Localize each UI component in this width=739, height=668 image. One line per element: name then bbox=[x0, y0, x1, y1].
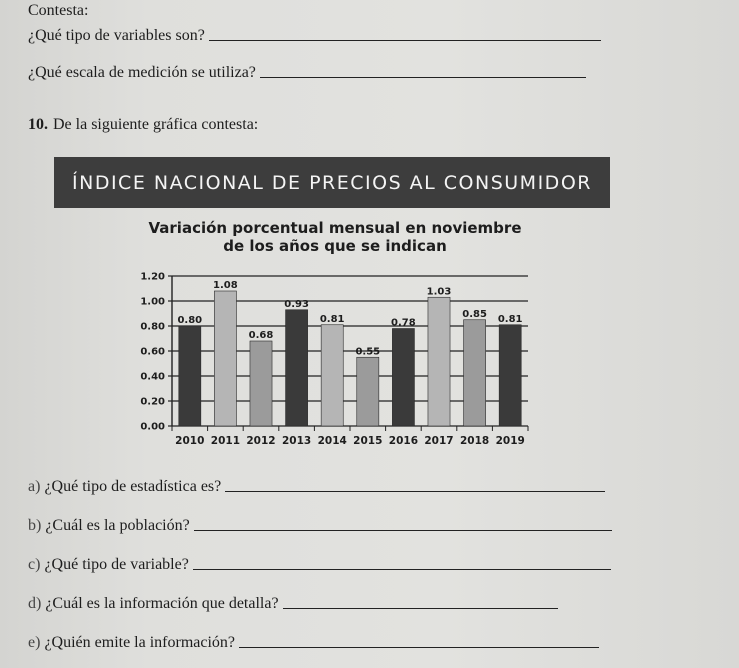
question-text: ¿Cuál es la información que detalla? bbox=[45, 595, 279, 612]
bar-2016 bbox=[392, 329, 414, 427]
data-label-2016: 0.78 bbox=[391, 317, 416, 329]
question-measurement-scale bbox=[28, 64, 586, 82]
data-label-2018: 0.85 bbox=[462, 308, 487, 320]
y-tick-label: 0.20 bbox=[140, 396, 165, 408]
y-tick-label: 0.00 bbox=[140, 421, 165, 433]
question-c bbox=[28, 556, 611, 574]
question-d bbox=[28, 595, 558, 613]
bar-2011 bbox=[214, 291, 236, 426]
x-tick-label: 2018 bbox=[459, 435, 490, 447]
bar-2015 bbox=[357, 357, 379, 426]
x-tick-label: 2014 bbox=[317, 435, 347, 447]
question-variable-type bbox=[28, 27, 601, 45]
data-label-2014: 0.81 bbox=[319, 313, 345, 325]
bar-2019 bbox=[499, 325, 521, 426]
bar-2014 bbox=[321, 325, 343, 426]
question-letter: a) bbox=[28, 478, 41, 495]
question-b bbox=[28, 517, 612, 535]
x-tick-label: 2010 bbox=[175, 435, 205, 447]
y-tick-label: 0.80 bbox=[140, 321, 165, 333]
question-text: ¿Cuál es la población? bbox=[45, 517, 190, 534]
answer-line[interactable] bbox=[193, 568, 611, 570]
question-letter: e) bbox=[28, 634, 41, 651]
bar-2018 bbox=[464, 320, 486, 426]
x-tick-label: 2016 bbox=[388, 435, 419, 447]
bar-2012 bbox=[250, 341, 272, 426]
answer-line[interactable] bbox=[194, 529, 612, 531]
answer-line[interactable] bbox=[239, 646, 599, 648]
y-tick-label: 1.20 bbox=[140, 271, 165, 283]
x-tick-label: 2017 bbox=[424, 435, 454, 447]
question-text: ¿Qué tipo de variable? bbox=[44, 556, 189, 573]
data-label-2019: 0.81 bbox=[497, 313, 523, 325]
x-tick-label: 2019 bbox=[495, 435, 525, 447]
item-number: 10. bbox=[28, 116, 48, 133]
question-text: ¿Qué tipo de estadística es? bbox=[44, 478, 222, 495]
question-letter: d) bbox=[28, 595, 42, 612]
question-text: ¿Qué escala de medición se utiliza? bbox=[28, 64, 256, 81]
question-text: ¿Qué tipo de variables son? bbox=[28, 27, 205, 44]
bar-2013 bbox=[286, 310, 308, 426]
data-label-2011: 1.08 bbox=[213, 280, 238, 291]
x-tick-label: 2011 bbox=[210, 435, 241, 447]
question-text: ¿Quién emite la información? bbox=[44, 634, 236, 651]
bar-2017 bbox=[428, 297, 450, 426]
x-tick-label: 2013 bbox=[281, 435, 312, 447]
inpc-banner bbox=[54, 157, 610, 208]
x-tick-label: 2015 bbox=[353, 435, 383, 447]
chart-title-line1: Variación porcentual mensual en noviembre bbox=[148, 219, 522, 237]
answer-line[interactable] bbox=[209, 39, 601, 41]
y-tick-label: 1.00 bbox=[140, 296, 165, 308]
y-tick-label: 0.60 bbox=[140, 346, 165, 358]
answer-line[interactable] bbox=[260, 76, 586, 78]
question-letter: c) bbox=[28, 556, 41, 573]
data-label-2013: 0.93 bbox=[284, 298, 309, 310]
question-letter: b) bbox=[28, 517, 42, 534]
question-a bbox=[28, 478, 605, 496]
item-10-instruction bbox=[28, 116, 258, 134]
question-e bbox=[28, 634, 599, 652]
bar-chart bbox=[120, 262, 540, 457]
data-label-2010: 0.80 bbox=[177, 315, 203, 326]
banner-title: ÍNDICE NACIONAL DE PRECIOS AL CONSUMIDOR bbox=[72, 171, 592, 194]
item-text: De la siguiente gráfica contesta: bbox=[53, 116, 259, 133]
data-label-2012: 0.68 bbox=[248, 330, 274, 341]
contesta-label: Contesta: bbox=[28, 2, 89, 19]
answer-line[interactable] bbox=[283, 607, 558, 609]
y-tick-label: 0.40 bbox=[140, 371, 165, 383]
x-tick-label: 2012 bbox=[246, 435, 276, 447]
answer-line[interactable] bbox=[225, 490, 605, 492]
chart-title-line2: de los años que se indican bbox=[223, 237, 447, 255]
bar-2010 bbox=[179, 326, 201, 426]
data-label-2015: 0.55 bbox=[355, 346, 381, 358]
data-label-2017: 1.03 bbox=[426, 286, 452, 298]
